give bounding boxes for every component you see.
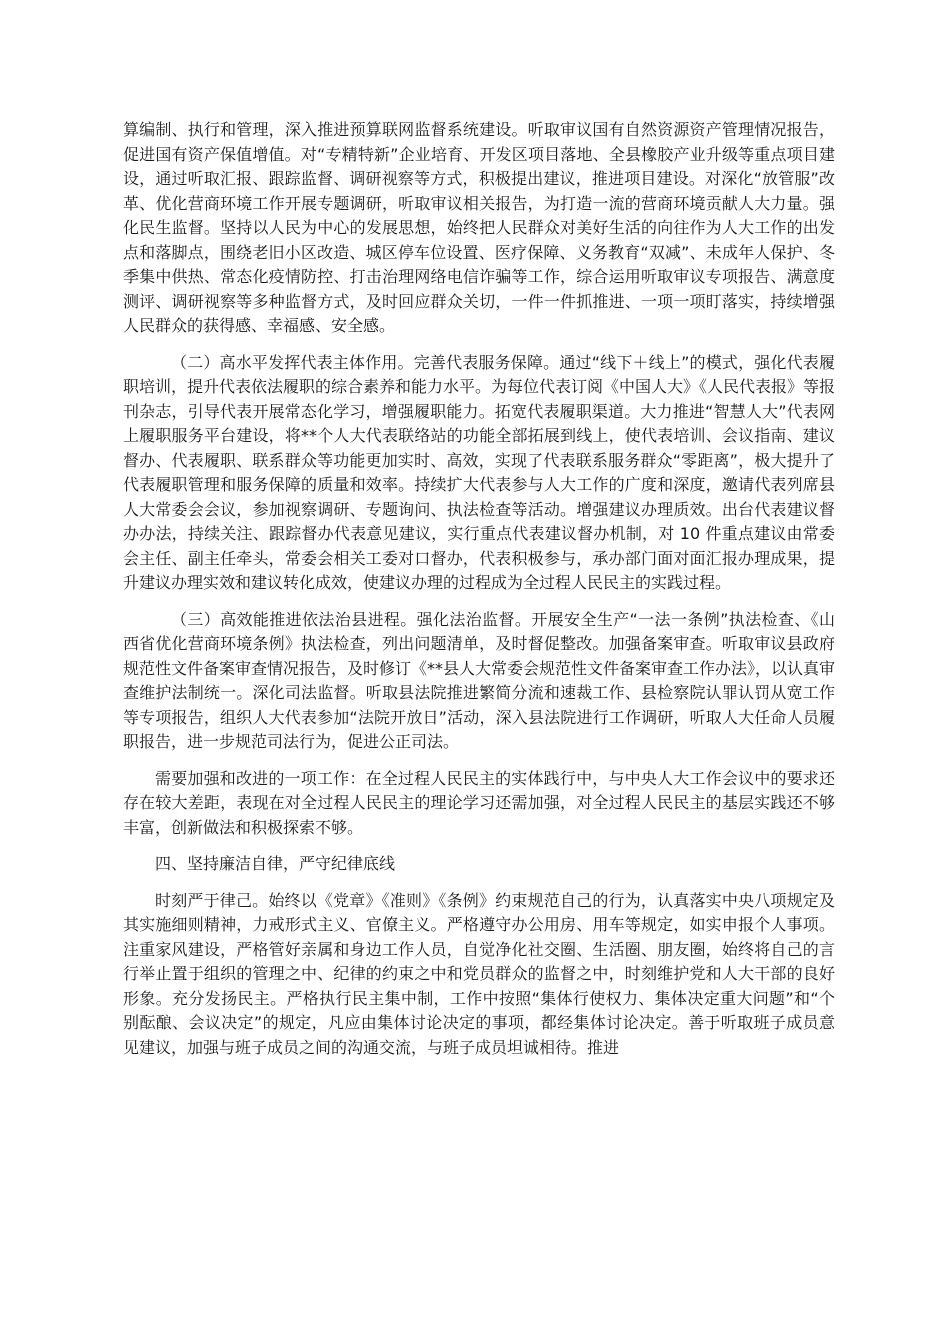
paragraph-rule-of-law: （三）高效能推进依法治县进程。强化法治监督。开展安全生产“一法一条例”执法检查、《山西省优化营商环境条例》执法检查，列出问题清单，及时督促整改。加强备案审查。听取审议县政府规范性文件备案审查情况报告，及时修订《**县人大常委会规范性文件备案审查工作办法》，以认真审查维护法制统一。深化司法监督。听取县法院推进繁简分流和速裁工作、县检察院认罪认罚从宽工作等专项报告，组织人大代表参加“法院开放日”活动，深入县法院进行工作调研，听取人大任命人员履职报告，进一步规范司法行为，促进公正司法。 bbox=[123, 609, 836, 751]
paragraph-budget-supervision: 算编制、执行和管理，深入推进预算联网监督系统建设。听取审议国有自然资源资产管理情况报告，促进国有资产保值增值。对“专精特新”企业培育、开发区项目落地、全县橡胶产业升级等重点项目建设，通过听取汇报、跟踪监督、调研视察等方式，积极提出建议，推进项目建设。对深化“放管服”改革、优化营商环境工作开展专题调研，听取审议相关报告，为打造一流的营商环境贡献人大力量。强化民生监督。坚持以人民为中心的发展思想，始终把人民群众对美好生活的向往作为人大工作的出发点和落脚点，围绕老旧小区改造、城区停车位设置、医疗保障、义务教育“双减”、未成年人保护、冬季集中供热、常态化疫情防控、打击治理网络电信诈骗等工作，综合运用听取审议专项报告、满意度测评、调研视察等多种监督方式，及时回应群众关切，一件一件抓推进、一项一项盯落实，持续增强人民群众的获得感、幸福感、安全感。 bbox=[123, 120, 835, 335]
paragraph-improvement-needed: 需要加强和改进的一项工作：在全过程人民民主的实体践行中，与中央人大工作会议中的要求还存在较大差距，表现在对全过程人民民主的理论学习还需加强，对全过程人民民主的基层实践还不够丰富，创新做法和积极探索不够。 bbox=[123, 768, 835, 837]
paragraph-deputy-role: （二）高水平发挥代表主体作用。完善代表服务保障。通过“线下＋线上”的模式，强化代表履职培训，提升代表依法履职的综合素养和能力水平。为每位代表订阅《中国人大》《人民代表报》等报刊杂志，引导代表开展常态化学习，增强履职能力。拓宽代表履职渠道。大力推进“智慧人大”代表网上履职服务平台建设，将**个人大代表联络站的功能全部拓展到线上，使代表培训、会议指南、建议督办、代表履职、联系群众等功能更加实时、高效，实现了代表联系服务群众“零距离”，极大提升了代表履职管理和服务保障的质量和效率。持续扩大代表参与人大工作的广度和深度，邀请代表列席县人大常委会会议，参加视察调研、专题询问、执法检查等活动。增强建议办理质效。出台代表建议督办办法，持续关注、跟踪督办代表意见建议，实行重点代表建议督办机制，对 10 件重点建议由常委会主任、副主任牵头，常委会相关工委对口督办，代表积极参与，承办部门面对面汇报办理成果，提升建议办理实效和建议转化成效，使建议办理的过程成为全过程人民民主的实践过程。 bbox=[123, 352, 836, 592]
document-page bbox=[123, 118, 835, 1072]
paragraph-self-discipline: 时刻严于律己。始终以《党章》《准则》《条例》约束规范自己的行为，认真落实中央八项规定及其实施细则精神，力戒形式主义、官僚主义。严格遵守办公用房、用车等规定，如实申报个人事项。注重家风建设，严格管好亲属和身边工作人员，自觉净化社交圈、生活圈、朋友圈，始终将自己的言行举止置于组织的管理之中、纪律的约束之中和党员群众的监督之中，时刻维护党和人大干部的良好形象。充分发扬民主。严格执行民主集中制，工作中按照“集体行使权力、集体决定重大问题”和“个别酝酿、会议决定”的规定，凡应由集体讨论决定的事项，都经集体讨论决定。善于听取班子成员意见建议，加强与班子成员之间的沟通交流，与班子成员坦诚相待。推进 bbox=[123, 890, 835, 1057]
section-heading-discipline: 四、坚持廉洁自律，严守纪律底线 bbox=[155, 854, 396, 873]
